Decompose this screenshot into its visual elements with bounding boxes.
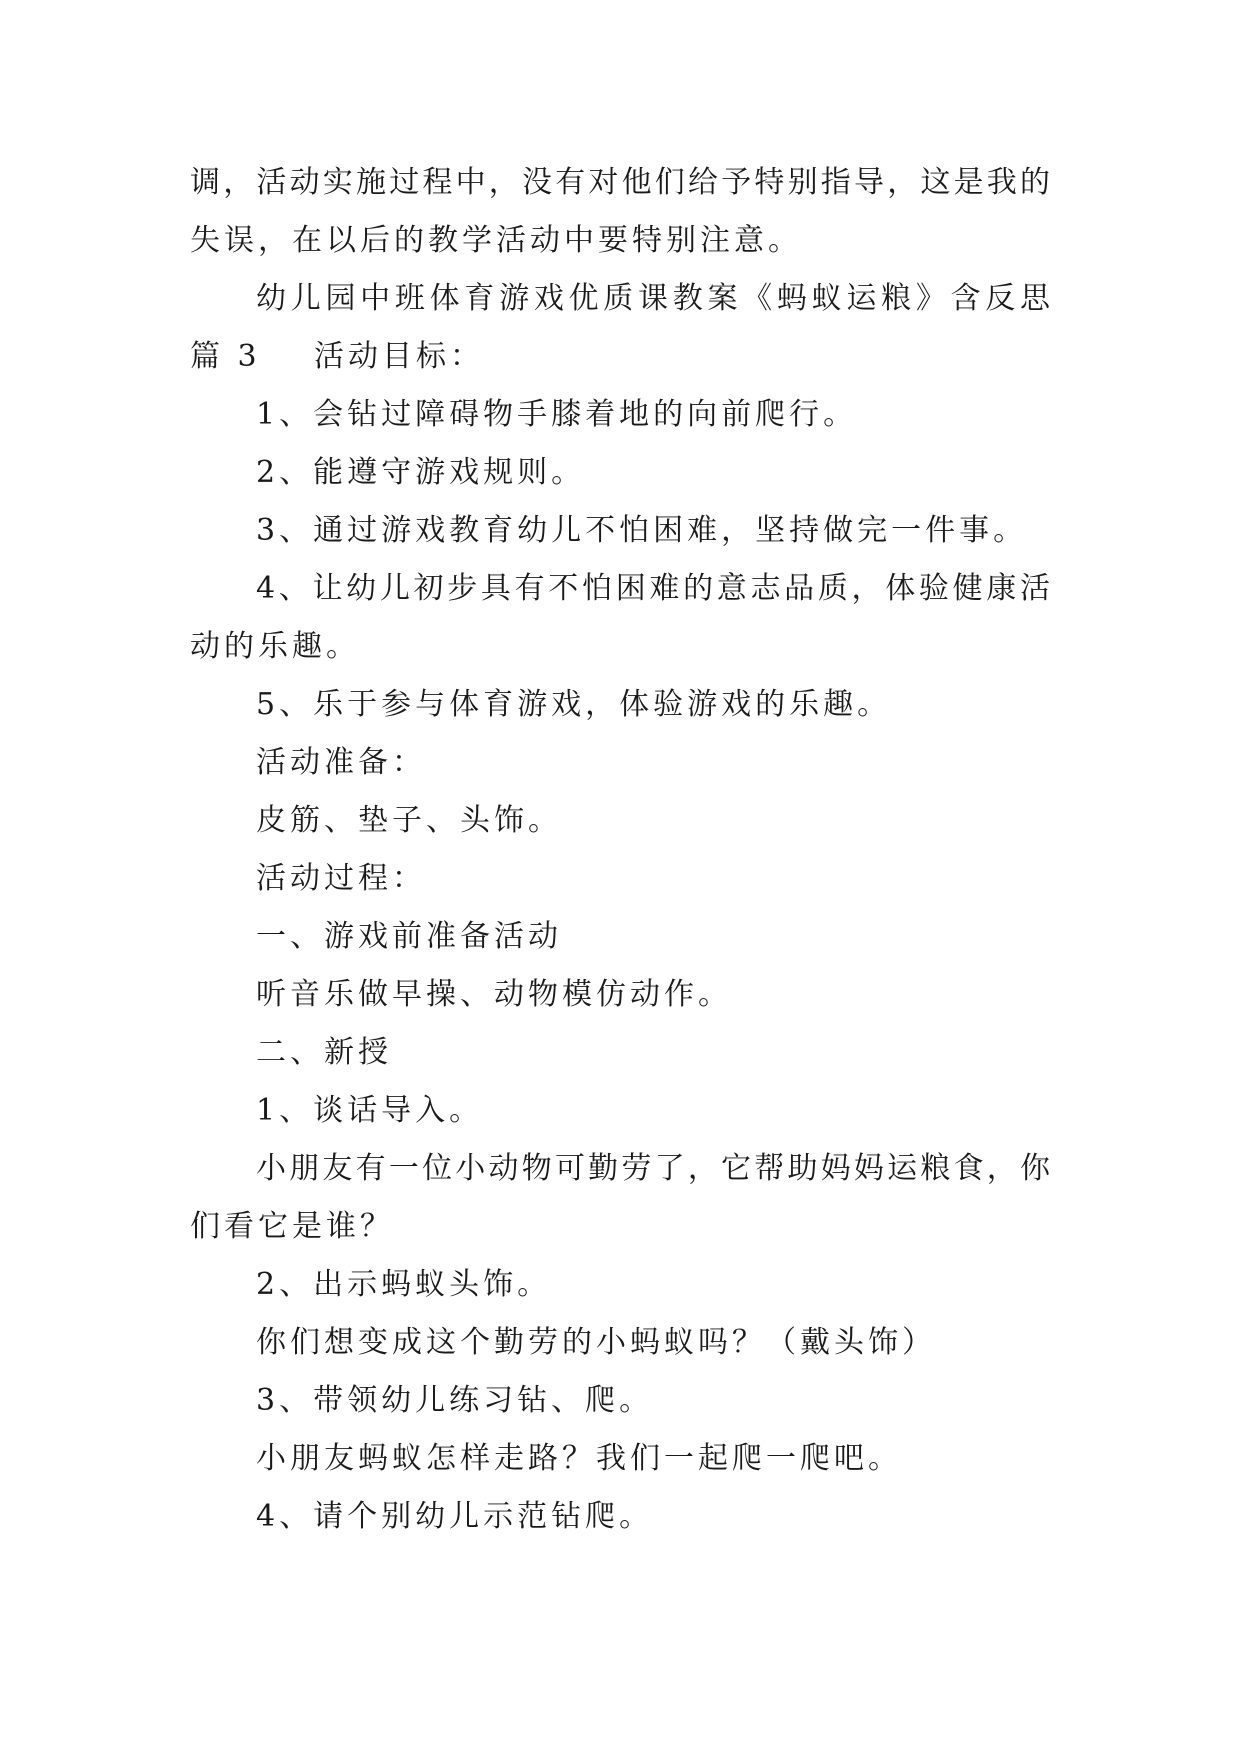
list-item: 3、带领幼儿练习钻、爬。 <box>256 1383 654 1418</box>
subheading: 一、游戏前准备活动 <box>256 919 562 954</box>
list-item: 4、请个别幼儿示范钻爬。 <box>256 1499 654 1534</box>
list-item: 1、会钻过障碍物手膝着地的向前爬行。 <box>256 397 858 432</box>
heading-process: 活动过程： <box>256 861 426 896</box>
section-number: 篇 3 <box>190 339 261 374</box>
list-item: 2、出示蚂蚁头饰。 <box>256 1267 552 1302</box>
text-line: 小朋友蚂蚁怎样走路？我们一起爬一爬吧。 <box>256 1441 902 1476</box>
list-item: 4、让幼儿初步具有不怕困难的意志品质，体验健康活 <box>256 571 1050 606</box>
text-line: 皮筋、垫子、头饰。 <box>256 803 562 838</box>
text-line: 们看它是谁？ <box>190 1209 394 1244</box>
list-item: 5、乐于参与体育游戏，体验游戏的乐趣。 <box>256 687 892 722</box>
text-line: 你们想变成这个勤劳的小蚂蚁吗？（戴头饰） <box>256 1325 936 1360</box>
section-title: 幼儿园中班体育游戏优质课教案《蚂蚁运粮》含反思 <box>256 281 1050 316</box>
text-line: 动的乐趣。 <box>190 629 360 664</box>
list-item: 3、通过游戏教育幼儿不怕困难，坚持做完一件事。 <box>256 513 1028 548</box>
text-line: 小朋友有一位小动物可勤劳了，它帮助妈妈运粮食，你 <box>256 1151 1050 1186</box>
text-line: 调，活动实施过程中，没有对他们给予特别指导，这是我的 <box>190 165 1050 200</box>
subheading: 二、新授 <box>256 1035 392 1070</box>
text-line: 失误，在以后的教学活动中要特别注意。 <box>190 223 802 258</box>
text-line: 听音乐做早操、动物模仿动作。 <box>256 977 732 1012</box>
heading-preparation: 活动准备： <box>256 745 426 780</box>
list-item: 1、谈话导入。 <box>256 1093 484 1128</box>
heading-objectives: 活动目标： <box>314 339 484 374</box>
list-item: 2、能遵守游戏规则。 <box>256 455 586 490</box>
